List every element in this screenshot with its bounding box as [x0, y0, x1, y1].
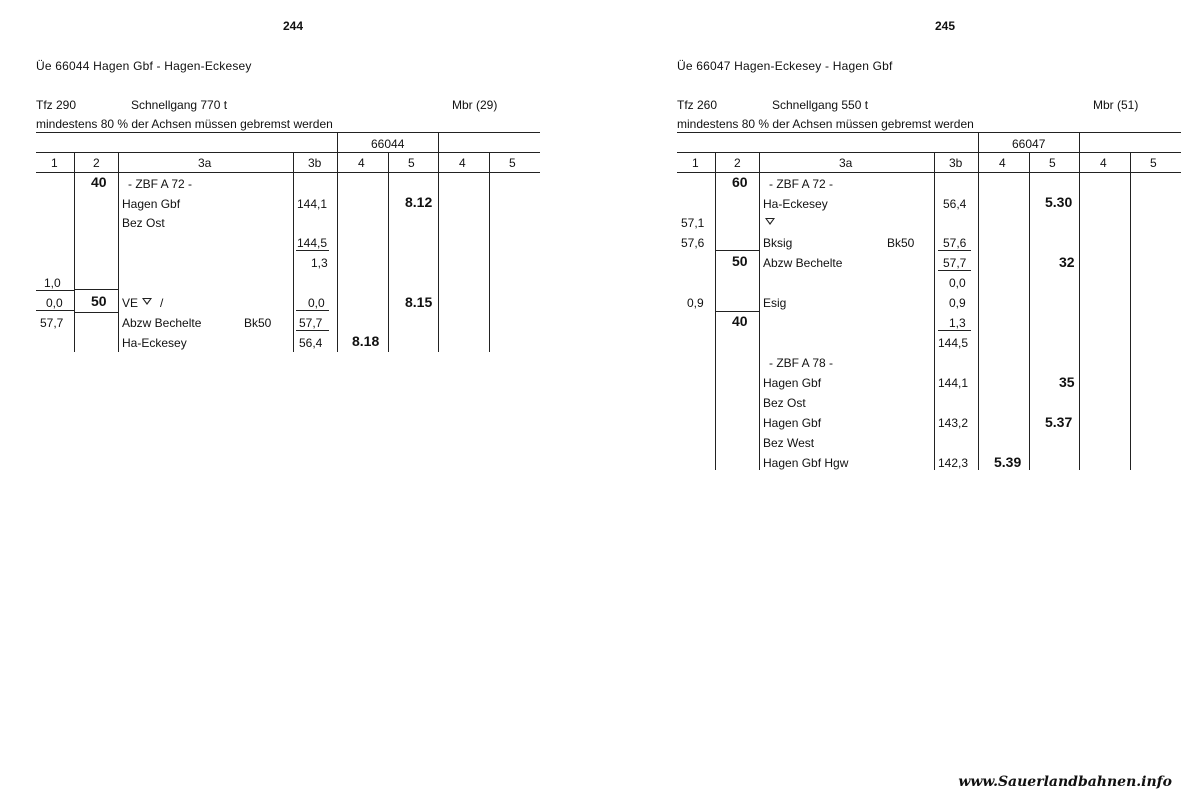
station-name: Abzw Bechelte — [122, 316, 202, 330]
brake-note: mindestens 80 % der Achsen müssen gebremst werden — [677, 117, 974, 131]
km-value: 143,2 — [938, 416, 969, 430]
col1-value: 57,1 — [681, 216, 705, 230]
block-code: Bk50 — [244, 316, 272, 330]
station-name: Hagen Gbf — [763, 376, 822, 390]
signal-triangle-icon — [765, 218, 775, 225]
col-header: 3b — [308, 156, 322, 170]
train-number: 66047 — [1012, 137, 1046, 151]
col-divider — [438, 132, 439, 352]
col1-value: 1,0 — [44, 276, 61, 290]
km-value: 56,4 — [299, 336, 323, 350]
schnellgang-label: Schnellgang 550 t — [772, 98, 869, 112]
table-head-rule — [36, 172, 540, 173]
speed-value: 40 — [732, 313, 748, 329]
col-divider — [293, 152, 294, 352]
km-underline — [296, 330, 329, 331]
col-header: 4 — [358, 156, 365, 170]
col1-value: 57,6 — [681, 236, 705, 250]
col-divider — [74, 152, 75, 352]
col1-rule — [36, 310, 74, 311]
tfz-label: Tfz 260 — [677, 98, 718, 112]
km-value: 57,6 — [943, 236, 967, 250]
time-value: 5.37 — [1045, 414, 1073, 430]
tfz-label: Tfz 290 — [36, 98, 77, 112]
km-value: 144,5 — [938, 336, 969, 350]
mbr-label: Mbr (51) — [1093, 98, 1139, 112]
station-code: VE — [122, 296, 139, 310]
station-name: Bez Ost — [122, 216, 165, 230]
col-header: 5 — [408, 156, 415, 170]
col-header: 5 — [1150, 156, 1157, 170]
page-number: 244 — [283, 19, 304, 33]
col-header: 4 — [999, 156, 1006, 170]
km-value: 144,1 — [938, 376, 969, 390]
col-divider — [1029, 152, 1030, 470]
col1-value: 57,7 — [40, 316, 64, 330]
km-value: 142,3 — [938, 456, 969, 470]
km-underline — [938, 250, 971, 251]
page-title: Üe 66044 Hagen Gbf - Hagen-Eckesey — [36, 59, 252, 73]
col-divider — [118, 152, 119, 352]
col-header: 4 — [1100, 156, 1107, 170]
time-value: 32 — [1059, 254, 1075, 270]
col-divider — [1130, 152, 1131, 470]
station-name: Hagen Gbf — [122, 197, 181, 211]
station-name: Ha-Eckesey — [763, 197, 828, 211]
table-top-rule — [677, 132, 1181, 133]
km-value: 0,0 — [949, 276, 966, 290]
col-header: 4 — [459, 156, 466, 170]
col-divider — [759, 152, 760, 470]
col-header: 1 — [51, 156, 58, 170]
time-value: 8.15 — [405, 294, 433, 310]
km-value: 144,1 — [297, 197, 328, 211]
km-underline — [938, 270, 971, 271]
page-number: 245 — [935, 19, 956, 33]
zbf-label: - ZBF A 72 - — [128, 177, 193, 191]
km-value: 0,0 — [308, 296, 325, 310]
col-divider — [934, 152, 935, 470]
speed-value: 50 — [732, 253, 748, 269]
col-header: 1 — [692, 156, 699, 170]
train-number: 66044 — [371, 137, 405, 151]
block-code: Bk50 — [887, 236, 915, 250]
time-value: 5.30 — [1045, 194, 1073, 210]
col-header: 3a — [839, 156, 853, 170]
km-value: 1,3 — [311, 256, 328, 270]
station-code: Bksig — [763, 236, 793, 250]
km-underline — [296, 250, 329, 251]
station-name: Hagen Gbf Hgw — [763, 456, 849, 470]
zbf-label: - ZBF A 72 - — [769, 177, 834, 191]
table-mid-rule — [677, 152, 1181, 153]
km-underline — [938, 330, 971, 331]
watermark: www.Sauerlandbahnen.info — [958, 774, 1172, 790]
page-245 — [600, 0, 1200, 800]
speed-rule — [74, 312, 118, 313]
station-name: Ha-Eckesey — [122, 336, 187, 350]
speed-value: 50 — [91, 293, 107, 309]
col1-rule — [36, 290, 74, 291]
km-value: 144,5 — [297, 236, 328, 250]
time-value: 35 — [1059, 374, 1075, 390]
schnellgang-label: Schnellgang 770 t — [131, 98, 228, 112]
table-top-rule — [36, 132, 540, 133]
speed-value: 40 — [91, 174, 107, 190]
km-value: 1,3 — [949, 316, 966, 330]
km-value: 57,7 — [943, 256, 967, 270]
mbr-label: Mbr (29) — [452, 98, 498, 112]
station-name: Bez Ost — [763, 396, 806, 410]
col1-value: 0,0 — [46, 296, 63, 310]
station-name: Bez West — [763, 436, 815, 450]
col-divider — [1079, 132, 1080, 470]
col-header: 2 — [93, 156, 100, 170]
speed-value: 60 — [732, 174, 748, 190]
station-name: Abzw Bechelte — [763, 256, 843, 270]
brake-note: mindestens 80 % der Achsen müssen gebremst werden — [36, 117, 333, 131]
table-mid-rule — [36, 152, 540, 153]
table-head-rule — [677, 172, 1181, 173]
time-value: 8.12 — [405, 194, 433, 210]
slash-mark: / — [160, 296, 164, 310]
zbf-label: - ZBF A 78 - — [769, 356, 834, 370]
km-value: 57,7 — [299, 316, 323, 330]
signal-triangle-icon — [142, 298, 152, 305]
col-header: 5 — [509, 156, 516, 170]
col1-value: 0,9 — [687, 296, 704, 310]
station-code: Esig — [763, 296, 787, 310]
speed-rule — [715, 250, 759, 251]
time-value: 8.18 — [352, 333, 380, 349]
col-divider — [337, 132, 338, 352]
col-header: 3b — [949, 156, 963, 170]
page-title: Üe 66047 Hagen-Eckesey - Hagen Gbf — [677, 59, 893, 73]
col-divider — [388, 152, 389, 352]
km-value: 0,9 — [949, 296, 966, 310]
col-divider — [489, 152, 490, 352]
time-value: 5.39 — [994, 454, 1022, 470]
km-value: 56,4 — [943, 197, 967, 211]
station-name: Hagen Gbf — [763, 416, 822, 430]
speed-rule — [715, 311, 759, 312]
speed-rule — [74, 289, 118, 290]
col-header: 3a — [198, 156, 212, 170]
col-divider — [978, 132, 979, 470]
col-header: 5 — [1049, 156, 1056, 170]
col-header: 2 — [734, 156, 741, 170]
km-underline — [296, 310, 329, 311]
